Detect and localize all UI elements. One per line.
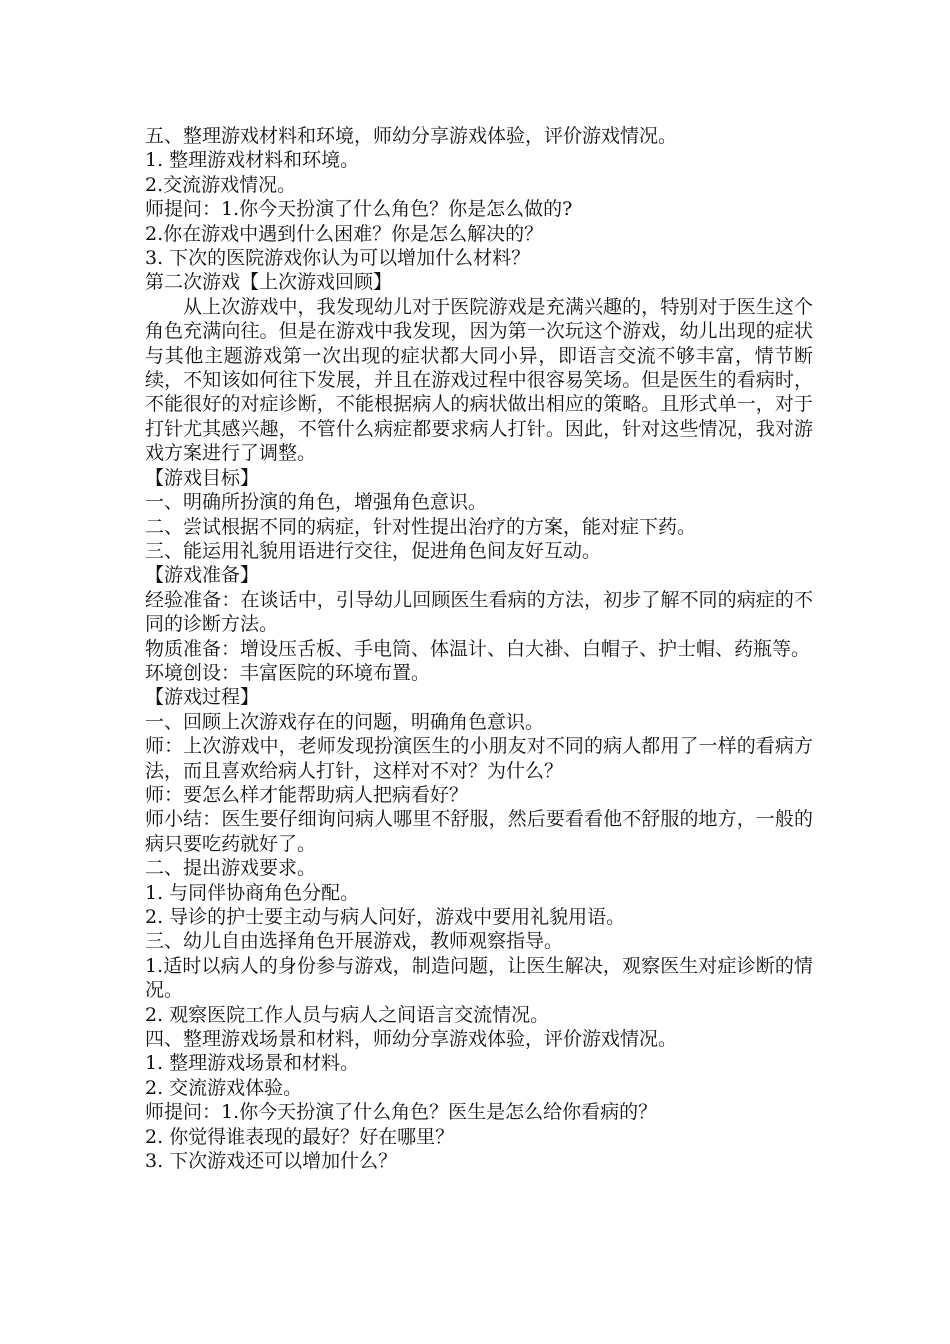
- teacher-question: 师：上次游戏中，老师发现扮演医生的小朋友对不同的病人都用了一样的看病方法，而且喜欢给病人打针，这样对不对？为什么？: [145, 735, 813, 782]
- process-item: 2. 导诊的护士要主动与病人问好，游戏中要用礼貌用语。: [145, 906, 626, 928]
- experience-preparation: 经验准备：在谈话中，引导幼儿回顾医生看病的方法，初步了解不同的病症的不同的诊断方法。: [145, 588, 813, 636]
- goal-item: 一、明确所扮演的角色，增强角色意识。: [145, 491, 488, 514]
- review-paragraph: 从上次游戏中，我发现幼儿对于医院游戏是充满兴趣的，特别对于医生这个角色充满向往。但是在游戏中我发现，因为第一次玩这个游戏，幼儿出现的症状与其他主题游戏第一次出现的症状都大同小异，即语言交流不够丰富，情节断续，不知该如何往下发展，并且在游戏过程中很容易笑场。但是医生的看病时，不能很好的对症诊断，不能根据病人的病状做出相应的策略。且形式单一，对于打针尤其感兴趣，不管什么病症都要求病人打针。因此，针对这些情况，我对游戏方案进行了调整。: [145, 295, 813, 465]
- section5-item: 2.交流游戏情况。: [145, 173, 297, 196]
- process-step: 二、提出游戏要求。: [145, 857, 317, 880]
- process-item: 2. 交流游戏体验。: [145, 1076, 303, 1099]
- process-question: 2. 你觉得谁表现的最好？好在哪里？: [145, 1125, 455, 1148]
- document-page: [145, 124, 813, 1173]
- goal-item: 二、尝试根据不同的病症，针对性提出治疗的方案，能对症下药。: [145, 515, 697, 538]
- material-preparation: 物质准备：增设压舌板、手电筒、体温计、白大褂、白帽子、护士帽、药瓶等。: [145, 637, 811, 660]
- process-question: 师提问：1.你今天扮演了什么角色？医生是怎么给你看病的？: [145, 1101, 658, 1124]
- section5-question: 2.你在游戏中遇到什么困难？你是怎么解决的？: [145, 222, 544, 245]
- section5-question: 3. 下次的医院游戏你认为可以增加什么材料？: [145, 247, 531, 270]
- process-item: 1.适时以病人的身份参与游戏，制造问题，让医生解决，观察医生对症诊断的情况。: [145, 954, 813, 1002]
- teacher-question: 师：要怎么样才能帮助病人把病看好？: [145, 783, 469, 806]
- process-question: 3. 下次游戏还可以增加什么？: [145, 1150, 398, 1173]
- process-step: 四、整理游戏场景和材料，师幼分享游戏体验，评价游戏情况。: [145, 1028, 678, 1051]
- preparation-heading: 【游戏准备】: [145, 564, 260, 587]
- teacher-summary: 师小结：医生要仔细询问病人哪里不舒服，然后要看看他不舒服的地方，一般的病只要吃药就好了。: [145, 808, 813, 855]
- process-item: 1. 整理游戏场景和材料。: [145, 1052, 360, 1075]
- goal-item: 三、能运用礼貌用语进行交往，促进角色间友好互动。: [145, 539, 602, 562]
- section5-heading: 五、整理游戏材料和环境，师幼分享游戏体验，评价游戏情况。: [145, 125, 678, 147]
- environment-setup: 环境创设：丰富医院的环境布置。: [145, 661, 431, 684]
- section5-item: 1. 整理游戏材料和环境。: [145, 149, 360, 172]
- goals-heading: 【游戏目标】: [145, 466, 260, 489]
- process-item: 1. 与同伴协商角色分配。: [145, 881, 360, 904]
- process-item: 2. 观察医院工作人员与病人之间语言交流情况。: [145, 1003, 550, 1026]
- section5-question: 师提问：1.你今天扮演了什么角色？你是怎么做的?: [145, 198, 573, 221]
- process-heading: 【游戏过程】: [145, 686, 260, 709]
- second-game-heading: 第二次游戏【上次游戏回顾】: [145, 271, 393, 294]
- process-step: 三、幼儿自由选择角色开展游戏，教师观察指导。: [145, 930, 564, 953]
- process-step: 一、回顾上次游戏存在的问题，明确角色意识。: [145, 710, 545, 733]
